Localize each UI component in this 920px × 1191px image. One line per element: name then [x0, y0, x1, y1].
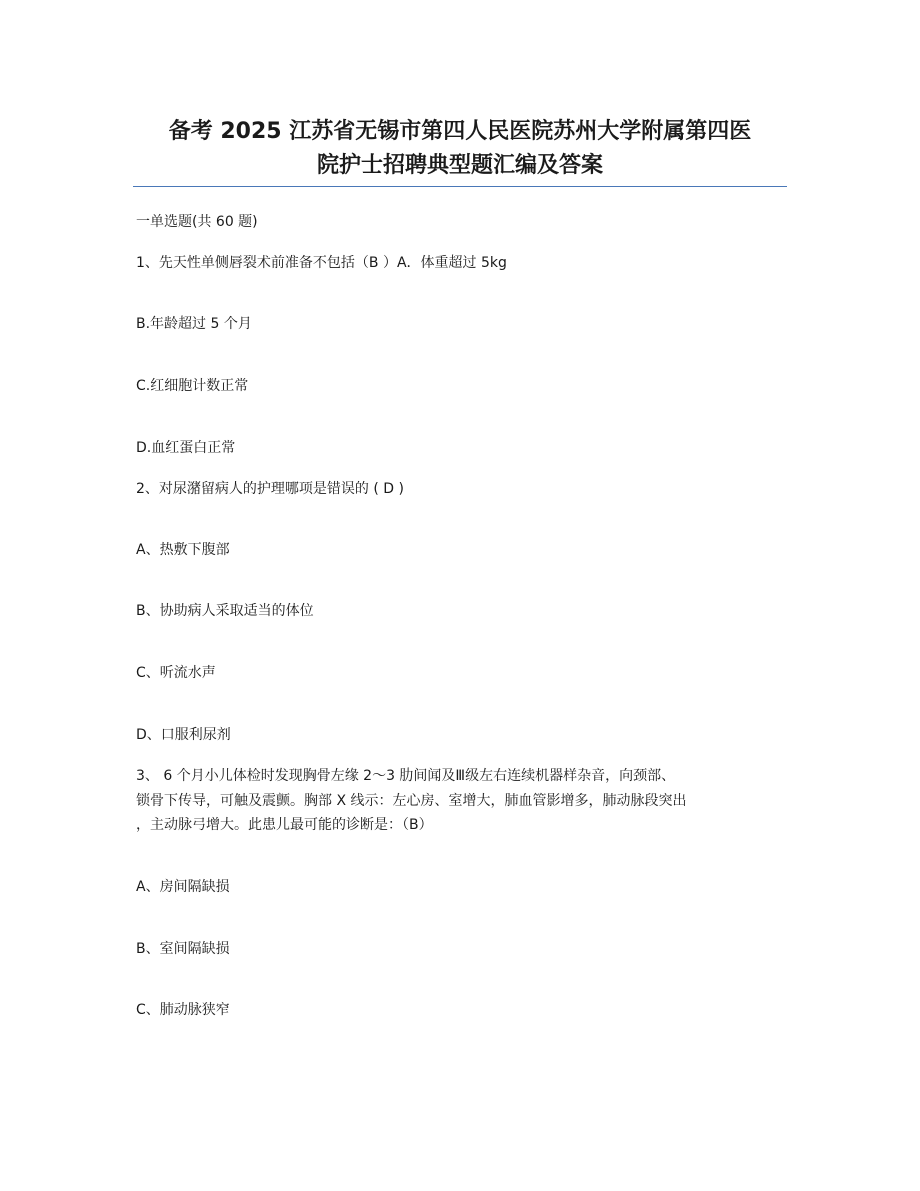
question-2-stem: 2、对尿潴留病人的护理哪项是错误的 ( D ): [136, 481, 404, 497]
question-2-option-a: A、热敷下腹部: [136, 542, 230, 558]
title-divider: [133, 186, 787, 187]
section-header: 一单选题(共 60 题): [136, 214, 258, 230]
document-title-line-2: 院护士招聘典型题汇编及答案: [316, 153, 603, 178]
question-3-option-c: C、肺动脉狭窄: [136, 1002, 230, 1018]
question-1-option-d: D.血红蛋白正常: [136, 440, 236, 456]
question-1-option-c: C.红细胞计数正常: [136, 378, 249, 394]
question-1-option-b: B.年龄超过 5 个月: [136, 316, 252, 332]
document-title-line-1: 备考 2025 江苏省无锡市第四人民医院苏州大学附属第四医: [168, 119, 752, 144]
question-3-option-a: A、房间隔缺损: [136, 879, 230, 895]
question-2-option-b: B、协助病人采取适当的体位: [136, 603, 314, 619]
question-3-stem-line-3: ，主动脉弓增大。此患儿最可能的诊断是：（B）: [136, 817, 433, 833]
question-3-option-b: B、室间隔缺损: [136, 941, 230, 957]
question-3-stem-line-2: 锁骨下传导，可触及震颤。胸部 X 线示：左心房、室增大，肺血管影增多，肺动脉段突出: [136, 793, 687, 809]
question-3-stem-line-1: 3、 6 个月小儿体检时发现胸骨左缘 2～3 肋间闻及Ⅲ级左右连续机器样杂音，向颈部、: [136, 768, 676, 784]
question-2-option-d: D、口服利尿剂: [136, 727, 231, 743]
question-2-option-c: C、听流水声: [136, 665, 216, 681]
question-1-stem: 1、先天性单侧唇裂术前准备不包括（B ）A．体重超过 5kg: [136, 255, 507, 271]
